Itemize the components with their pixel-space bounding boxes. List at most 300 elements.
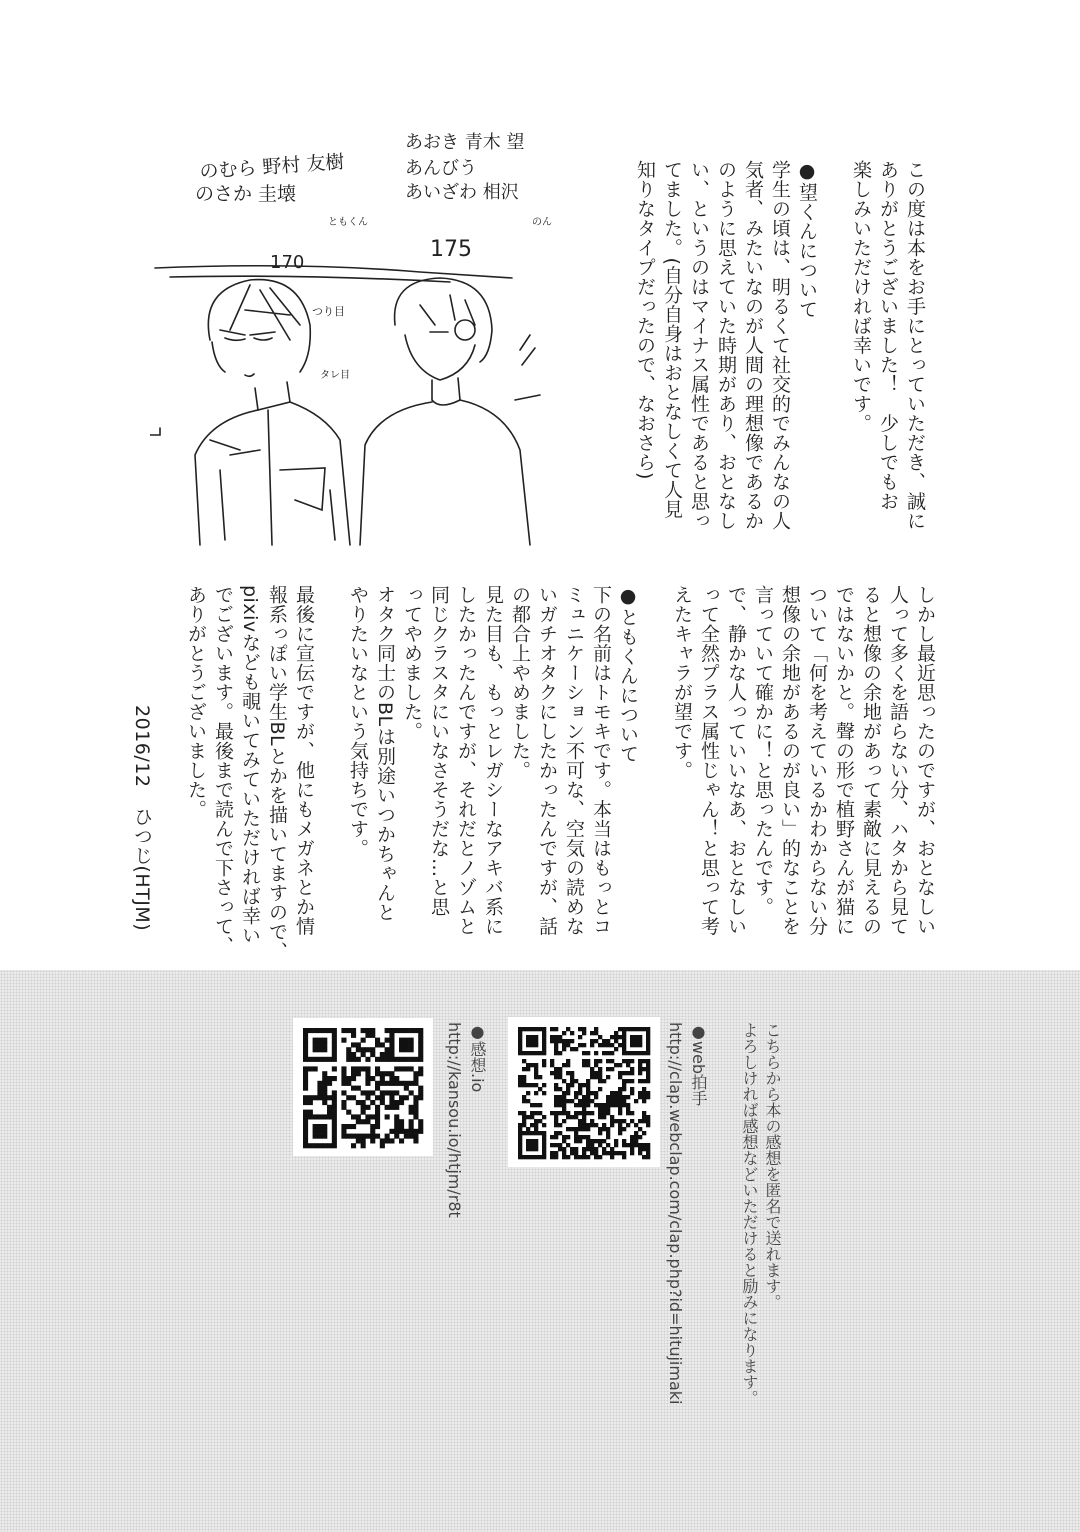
sketch-note-right-name-1: あおき 青木 望 [405, 132, 525, 153]
qr-module [622, 1035, 626, 1039]
feedback-text [738, 1022, 784, 1406]
qr-module [361, 1047, 366, 1052]
qr-module [518, 1039, 522, 1043]
qr-module [375, 1114, 380, 1119]
qr-module [332, 1076, 337, 1081]
qr-module [594, 1075, 598, 1079]
qr-module [317, 1090, 322, 1095]
qr-module [351, 1124, 356, 1129]
qr-module [602, 1043, 606, 1047]
qr-module [370, 1052, 375, 1057]
qr-module [313, 1057, 318, 1062]
qr-module [622, 1151, 626, 1155]
qr-module [530, 1115, 534, 1119]
qr-module [566, 1111, 570, 1115]
qr-module [598, 1139, 602, 1143]
qr-module [404, 1081, 409, 1086]
qr-module [562, 1099, 566, 1103]
qr-module [313, 1143, 318, 1148]
qr-module [351, 1052, 356, 1057]
text-line: ありがとうございました。 [185, 585, 207, 819]
qr-module [602, 1107, 606, 1111]
qr-module [638, 1119, 642, 1123]
qr-module [578, 1123, 582, 1127]
text-line: い、というのはマイナス属性であると思っ [688, 160, 710, 531]
qr-module [370, 1090, 375, 1095]
qr-module [365, 1114, 370, 1119]
qr-module [518, 1047, 522, 1051]
qr-module [558, 1111, 562, 1115]
qr-module [622, 1083, 626, 1087]
qr-module [322, 1042, 327, 1047]
qr-module [413, 1071, 418, 1076]
qr-module [409, 1105, 414, 1110]
qr-module [313, 1028, 318, 1033]
qr-module [375, 1110, 380, 1115]
qr-module [646, 1123, 650, 1127]
qr-module [614, 1063, 618, 1067]
qr-module [610, 1095, 614, 1099]
qr-module [614, 1039, 618, 1043]
qr-module [522, 1059, 526, 1063]
qr-module [409, 1066, 414, 1071]
qr-module [303, 1042, 308, 1047]
qr-module [370, 1129, 375, 1134]
qr-module [404, 1028, 409, 1033]
qr-module [590, 1119, 594, 1123]
qr-module [630, 1027, 634, 1031]
qr-module [365, 1090, 370, 1095]
qr-module [327, 1028, 332, 1033]
qr-module [389, 1081, 394, 1086]
qr-module [582, 1107, 586, 1111]
qr-module [332, 1052, 337, 1057]
qr-module [341, 1100, 346, 1105]
qr-module [582, 1083, 586, 1087]
qr-module [638, 1063, 642, 1067]
qr-module [566, 1143, 570, 1147]
qr-module [614, 1031, 618, 1035]
qr-module [538, 1111, 542, 1115]
qr-module [365, 1081, 370, 1086]
qr-module [332, 1033, 337, 1038]
qr-module [317, 1038, 322, 1043]
qr-module [534, 1103, 538, 1107]
qr-module [554, 1083, 558, 1087]
kansou-qr-code[interactable] [293, 1018, 433, 1156]
qr-module [602, 1151, 606, 1155]
qr-module [598, 1067, 602, 1071]
qr-module [341, 1028, 346, 1033]
qr-module [303, 1143, 308, 1148]
qr-module [380, 1138, 385, 1143]
qr-module [558, 1147, 562, 1151]
text-line: ありがとうございました！ 少しでもお [877, 160, 899, 511]
qr-module [586, 1099, 590, 1103]
qr-module [630, 1051, 634, 1055]
qr-module [630, 1151, 634, 1155]
qr-module [308, 1100, 313, 1105]
qr-module [399, 1119, 404, 1124]
qr-module [341, 1124, 346, 1129]
qr-module [518, 1123, 522, 1127]
qr-module [361, 1090, 366, 1095]
qr-module [610, 1151, 614, 1155]
qr-module [606, 1143, 610, 1147]
qr-module [404, 1095, 409, 1100]
qr-module [634, 1135, 638, 1139]
qr-module [530, 1035, 534, 1039]
qr-module [317, 1143, 322, 1148]
qr-module [332, 1090, 337, 1095]
qr-module [586, 1147, 590, 1151]
qr-module [332, 1129, 337, 1134]
feedback-line-2: よろしければ感想などいただけると励みになります。 [740, 1022, 759, 1406]
qr-module [610, 1051, 614, 1055]
qr-module [380, 1076, 385, 1081]
qr-module [346, 1134, 351, 1139]
qr-module [303, 1100, 308, 1105]
qr-module [522, 1115, 526, 1119]
qr-module [646, 1063, 650, 1067]
qr-module [409, 1124, 414, 1129]
qr-module [389, 1076, 394, 1081]
qr-module [370, 1033, 375, 1038]
qr-module [308, 1028, 313, 1033]
qr-module [646, 1067, 650, 1071]
qr-module [610, 1043, 614, 1047]
qr-module [317, 1057, 322, 1062]
qr-module [308, 1114, 313, 1119]
qr-module [646, 1143, 650, 1147]
qr-module [322, 1129, 327, 1134]
afterword-top-block [631, 160, 928, 531]
qr-module [598, 1131, 602, 1135]
qr-module [322, 1100, 327, 1105]
qr-module [534, 1039, 538, 1043]
qr-module [418, 1028, 423, 1033]
qr-module [356, 1042, 361, 1047]
text-line: 人って多くを語らない分、ハタから見て [887, 585, 909, 936]
qr-module [380, 1052, 385, 1057]
qr-module [518, 1143, 522, 1147]
qr-module [594, 1103, 598, 1107]
qr-module [646, 1119, 650, 1123]
qr-module [630, 1035, 634, 1039]
qr-module [542, 1131, 546, 1135]
qr-module [370, 1076, 375, 1081]
qr-module [630, 1119, 634, 1123]
webclap-info [664, 1022, 710, 1404]
qr-module [303, 1038, 308, 1043]
qr-module [380, 1081, 385, 1086]
qr-module [618, 1107, 622, 1111]
qr-module [562, 1039, 566, 1043]
qr-module [413, 1028, 418, 1033]
qr-module [380, 1095, 385, 1100]
qr-module [351, 1086, 356, 1091]
qr-module [586, 1127, 590, 1131]
qr-module [646, 1051, 650, 1055]
qr-module [626, 1123, 630, 1127]
qr-module [538, 1027, 542, 1031]
qr-module [634, 1139, 638, 1143]
qr-module [418, 1129, 423, 1134]
qr-module [356, 1066, 361, 1071]
qr-module [586, 1051, 590, 1055]
qr-module [630, 1147, 634, 1151]
qr-module [642, 1143, 646, 1147]
qr-module [542, 1135, 546, 1139]
qr-module [518, 1139, 522, 1143]
webclap-qr-code[interactable] [508, 1017, 660, 1167]
qr-module [313, 1066, 318, 1071]
qr-module [634, 1035, 638, 1039]
qr-module [322, 1076, 327, 1081]
qr-module [526, 1147, 530, 1151]
qr-module [351, 1028, 356, 1033]
qr-module [642, 1087, 646, 1091]
qr-module [610, 1099, 614, 1103]
qr-module [332, 1105, 337, 1110]
qr-module [550, 1039, 554, 1043]
qr-module [518, 1083, 522, 1087]
qr-module [550, 1059, 554, 1063]
qr-module [570, 1115, 574, 1119]
qr-module [570, 1083, 574, 1087]
qr-module [375, 1081, 380, 1086]
qr-module [389, 1100, 394, 1105]
qr-module [566, 1059, 570, 1063]
qr-module [642, 1099, 646, 1103]
qr-module [399, 1129, 404, 1134]
qr-module [530, 1051, 534, 1055]
qr-module [409, 1028, 414, 1033]
qr-module [332, 1143, 337, 1148]
qr-module [574, 1115, 578, 1119]
qr-module [598, 1043, 602, 1047]
qr-module [413, 1134, 418, 1139]
qr-module [409, 1042, 414, 1047]
qr-module [332, 1042, 337, 1047]
qr-module [542, 1051, 546, 1055]
qr-module [582, 1099, 586, 1103]
qr-module [562, 1111, 566, 1115]
qr-module [622, 1051, 626, 1055]
qr-module [562, 1043, 566, 1047]
qr-module [322, 1057, 327, 1062]
qr-module [594, 1051, 598, 1055]
qr-module [530, 1103, 534, 1107]
qr-module [630, 1039, 634, 1043]
qr-module [586, 1095, 590, 1099]
kansou-url[interactable]: http://kansou.io/htjm/r8t [445, 1022, 464, 1218]
qr-module [622, 1079, 626, 1083]
qr-module [562, 1063, 566, 1067]
qr-module [590, 1123, 594, 1127]
qr-module [409, 1129, 414, 1134]
qr-module [409, 1119, 414, 1124]
qr-module [341, 1105, 346, 1110]
qr-module [389, 1057, 394, 1062]
qr-module [590, 1139, 594, 1143]
qr-module [313, 1047, 318, 1052]
qr-module [530, 1111, 534, 1115]
qr-module [554, 1071, 558, 1075]
qr-module [530, 1063, 534, 1067]
qr-module [365, 1119, 370, 1124]
qr-module [538, 1087, 542, 1091]
qr-module [313, 1042, 318, 1047]
qr-module [332, 1047, 337, 1052]
qr-module [370, 1138, 375, 1143]
qr-module [385, 1081, 390, 1086]
qr-module [413, 1105, 418, 1110]
sketch-note-2: タレ目 [320, 370, 350, 381]
qr-module [630, 1139, 634, 1143]
text-line: オタク同士のBLは別途いつかちゃんと [374, 585, 396, 922]
qr-module [574, 1155, 578, 1159]
qr-module [526, 1127, 530, 1131]
qr-module [356, 1047, 361, 1052]
qr-module [375, 1038, 380, 1043]
qr-module [594, 1123, 598, 1127]
qr-module [385, 1138, 390, 1143]
qr-module [534, 1155, 538, 1159]
qr-module [618, 1119, 622, 1123]
qr-module [622, 1031, 626, 1035]
qr-module [341, 1134, 346, 1139]
qr-module [322, 1134, 327, 1139]
qr-module [389, 1047, 394, 1052]
qr-module [365, 1105, 370, 1110]
qr-module [574, 1127, 578, 1131]
qr-module [534, 1067, 538, 1071]
qr-module [404, 1042, 409, 1047]
qr-module [574, 1111, 578, 1115]
qr-module [526, 1063, 530, 1067]
qr-module [418, 1090, 423, 1095]
qr-module [303, 1086, 308, 1091]
text-line: 最後に宣伝ですが、他にもメガネとか情 [293, 585, 315, 936]
qr-module [530, 1043, 534, 1047]
qr-module [638, 1071, 642, 1075]
qr-module [518, 1131, 522, 1135]
qr-module [550, 1155, 554, 1159]
qr-module [622, 1139, 626, 1143]
qr-module [610, 1155, 614, 1159]
qr-module [606, 1059, 610, 1063]
qr-module [356, 1100, 361, 1105]
qr-module [389, 1105, 394, 1110]
qr-module [578, 1155, 582, 1159]
qr-module [530, 1123, 534, 1127]
qr-module [404, 1047, 409, 1052]
qr-module [404, 1129, 409, 1134]
qr-module [332, 1100, 337, 1105]
qr-module [582, 1123, 586, 1127]
qr-module [554, 1151, 558, 1155]
qr-module [534, 1119, 538, 1123]
text-line: 学生の頃は、明るくて社交的でみんなの人 [769, 160, 791, 531]
qr-module [341, 1038, 346, 1043]
qr-module [389, 1071, 394, 1076]
qr-module [313, 1114, 318, 1119]
qr-module [418, 1095, 423, 1100]
qr-module [361, 1138, 366, 1143]
qr-module [630, 1091, 634, 1095]
text-line: って全然プラス属性じゃん！と思って考 [698, 585, 720, 936]
qr-module [590, 1143, 594, 1147]
qr-module [332, 1095, 337, 1100]
qr-module [332, 1028, 337, 1033]
qr-module [317, 1124, 322, 1129]
qr-module [582, 1103, 586, 1107]
qr-module [538, 1155, 542, 1159]
qr-module [574, 1103, 578, 1107]
qr-module [351, 1143, 356, 1148]
feedback-line-1: こちらから本の感想を匿名で送れます。 [763, 1022, 782, 1310]
qr-module [586, 1123, 590, 1127]
qr-module [590, 1147, 594, 1151]
qr-module [351, 1134, 356, 1139]
qr-module [375, 1124, 380, 1129]
qr-module [385, 1114, 390, 1119]
qr-module [351, 1057, 356, 1062]
qr-module [586, 1079, 590, 1083]
qr-module [341, 1066, 346, 1071]
qr-module [562, 1107, 566, 1111]
qr-module [586, 1083, 590, 1087]
qr-module [642, 1131, 646, 1135]
text-line: しかし最近思ったのですが、おとなしい [914, 585, 936, 936]
qr-module [566, 1027, 570, 1031]
qr-module [626, 1107, 630, 1111]
qr-module [385, 1057, 390, 1062]
qr-module [554, 1135, 558, 1139]
qr-module [570, 1099, 574, 1103]
qr-module [327, 1081, 332, 1086]
qr-module [638, 1027, 642, 1031]
qr-module [365, 1095, 370, 1100]
qr-module [385, 1028, 390, 1033]
qr-module [518, 1127, 522, 1131]
qr-module [598, 1127, 602, 1131]
qr-module [558, 1123, 562, 1127]
qr-module [594, 1147, 598, 1151]
qr-module [361, 1119, 366, 1124]
qr-module [303, 1095, 308, 1100]
qr-module [399, 1124, 404, 1129]
qr-module [598, 1115, 602, 1119]
qr-module [542, 1123, 546, 1127]
qr-module [375, 1042, 380, 1047]
qr-module [322, 1047, 327, 1052]
webclap-url[interactable]: http://clap.webclap.com/clap.php?id=hitujimaki [666, 1022, 685, 1405]
qr-module [578, 1119, 582, 1123]
qr-module [582, 1135, 586, 1139]
qr-module [356, 1119, 361, 1124]
qr-module [526, 1027, 530, 1031]
qr-module [630, 1087, 634, 1091]
qr-module [356, 1057, 361, 1062]
qr-module [361, 1052, 366, 1057]
qr-module [389, 1042, 394, 1047]
qr-module [550, 1143, 554, 1147]
qr-module [598, 1079, 602, 1083]
qr-module [586, 1087, 590, 1091]
qr-module [618, 1103, 622, 1107]
